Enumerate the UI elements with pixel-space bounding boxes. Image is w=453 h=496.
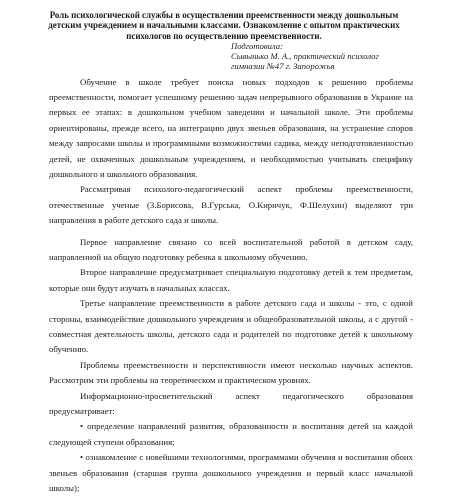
bullet-item: • ознакомление с новейшими технологиями, программами обучения и воспитания обоих звеньев образования (старшая группа дошкольного учреждения и первый класс начальной школы); [49,450,413,496]
paragraph: Второе направление предусматривает специальную подготовку детей к тем предметам, которые они будут изучать в начальных классах. [49,265,413,296]
author-block [231,41,413,72]
author-prepared-label: Подготовила: [231,41,413,51]
paragraph: Третье направление преемственности в работе детского сада и школы - это, с одной стороны, взаимодействие дошкольного учреждения и общеобразовательной школы, а с другой - совместная деятельность школы, детского сада и родителей по подготовке детей к школьному обучению. [49,296,413,358]
author-school: гимназии №47 г. Запорожья [231,61,413,71]
document-title: Роль психологической службы в осуществлении преемственности между дошкольным детским учреждением и начальными классами. Ознакомление с опытом практических психологов по осуществлению преемственности. [35,10,413,41]
document-body [49,75,413,496]
bullet-item: • определение направлений развития, образованности и воспитания детей на каждой следующей ступени образования; [49,419,413,450]
paragraph: Первое направление связано со всей воспитательной работой в детском саду, направленной на общую подготовку ребенка к школьному обучению. [49,235,413,266]
author-name: Сывынько М. А., практический психолог [231,51,413,61]
paragraph: Рассматривая психолого-педагогический аспект проблемы преемственности, отечественные ученые (З.Борисова, В.Гурська, О.Киричук, Ф.Шелухин) выделяют три направления в работе детского сада и школы. [49,182,413,228]
paragraph: Информационно-просветительский аспект педагогического образования предусматривает: [49,389,413,420]
paragraph: Обучение в школе требует поиска новых подходов к решению проблемы преемственности, помогает успешному решению задач непрерывного образования в Украине на первых ее этапах: в дошкольном учебном заведении и начальной школе. Эти проблемы ориентированы, прежде всего, на интеграцию двух звеньев образования, на устранение споров между запросами школы и программными возможностями садика, между неподготовленностью детей, не охваченных дошкольным учреждением, и необходимостью учитывать специфику дошкольного и школьного образования. [49,75,413,183]
paragraph: Проблемы преемственности и перспективности имеют несколько научных аспектов. Рассмотрим эти проблемы на теоретическом и практическом уровнях. [49,358,413,389]
